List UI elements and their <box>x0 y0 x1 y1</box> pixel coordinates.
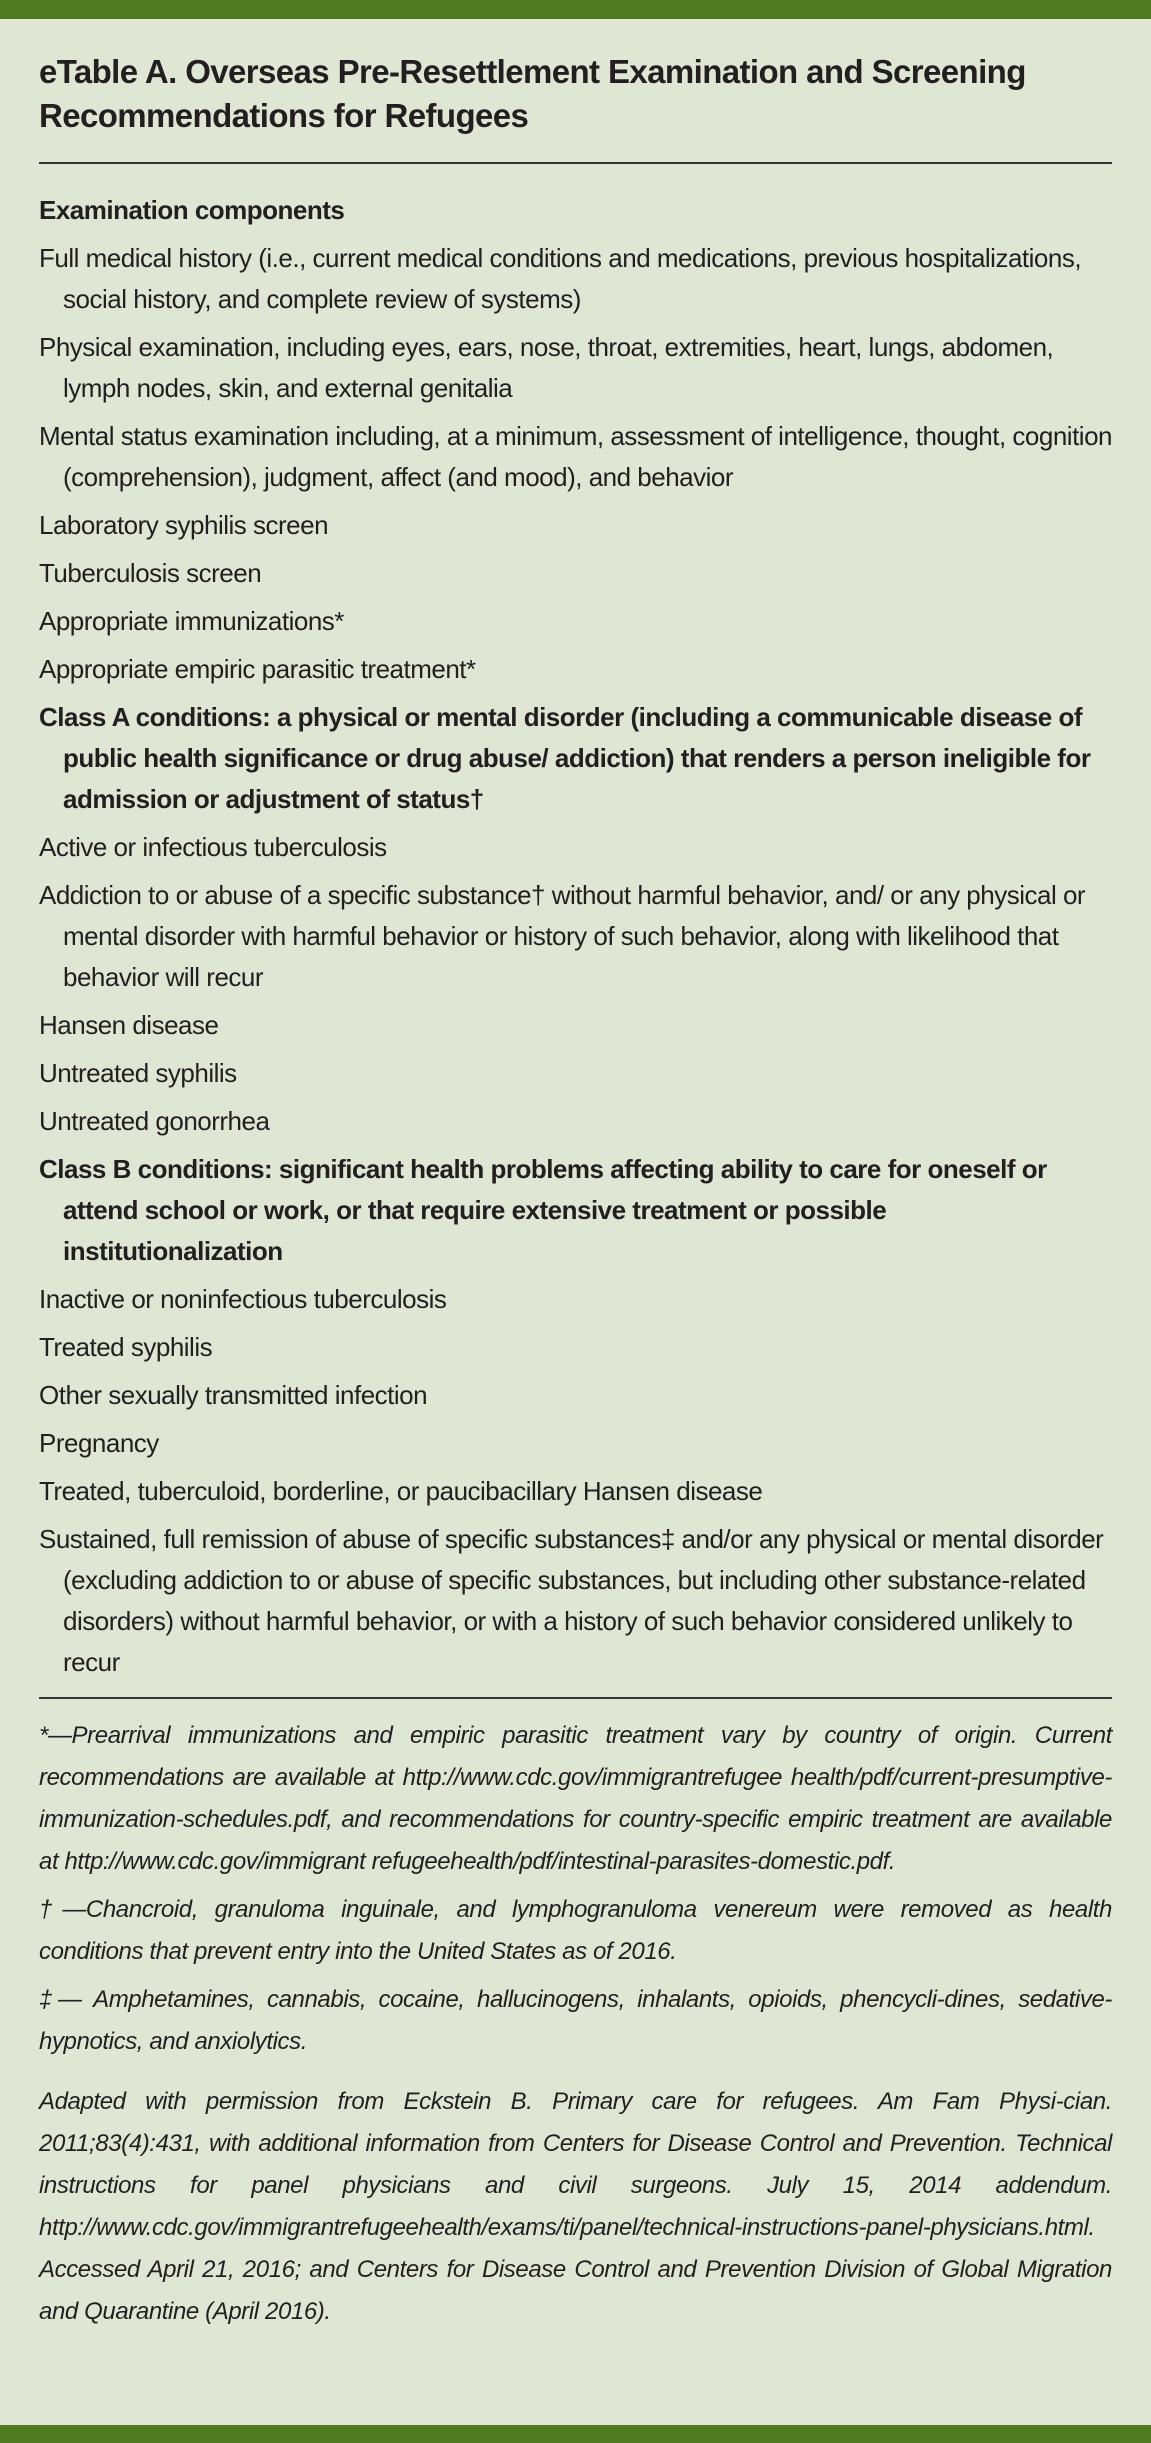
table-row: Other sexually transmitted infection <box>39 1380 428 1410</box>
table-row: Inactive or noninfectious tuberculosis <box>39 1284 447 1314</box>
table-row: Physical examination, including eyes, ears, nose, throat, extremities, heart, lungs, abdomen, lymph nodes, skin, and external genitalia <box>39 332 1054 403</box>
top-accent-bar <box>0 0 1151 19</box>
table-row: Tuberculosis screen <box>39 558 262 588</box>
table-row: Untreated gonorrhea <box>39 1106 270 1136</box>
footnote-asterisk: *—Prearrival immunizations and empiric parasitic treatment vary by country of origin. Current recommendations are available at http://www.cdc.gov/immigrantrefugee health/pdf/current-presumptive-immunization-schedules.pdf, and recommendations for country-specific empiric treatment are available at http://www.cdc.gov/immigrant refugeehealth/pdf/intestinal-parasites-domestic.pdf. <box>39 1722 1112 1875</box>
table-row: Full medical history (i.e., current medical conditions and medications, previous hospitalizations, social history, and complete review of systems) <box>39 243 1082 314</box>
bottom-accent-bar <box>0 2425 1151 2443</box>
footnote-double-dagger: ‡— Amphetamines, cannabis, cocaine, hallucinogens, inhalants, opioids, phencycli-dines, sedative-hypnotics, and anxiolytics. <box>39 1986 1112 2055</box>
table-row: Mental status examination including, at a minimum, assessment of intelligence, thought, cognition (comprehension), judgment, affect (and mood), and behavior <box>39 421 1112 492</box>
table-row: Hansen disease <box>39 1010 219 1040</box>
table-row: Addiction to or abuse of a specific substance† without harmful behavior, and/ or any physical or mental disorder with harmful behavior or history of such behavior, along with likelihood that behavior will recur <box>39 880 1086 992</box>
section-heading: Examination components <box>39 195 345 225</box>
table-title: eTable A. Overseas Pre-Resettlement Examination and Screening Recommendations for Refugees <box>39 53 1026 134</box>
table-row: Sustained, full remission of abuse of specific substances‡ and/or any physical or mental disorder (excluding addiction to or abuse of specific substances, but including other substance-related disorders) without harmful behavior, or with a history of such behavior considered unlikely to recur <box>39 1524 1104 1677</box>
table-row: Untreated syphilis <box>39 1058 237 1088</box>
table-body <box>39 190 1112 1683</box>
divider <box>39 1697 1112 1699</box>
table-row: Active or infectious tuberculosis <box>39 832 387 862</box>
table-row: Pregnancy <box>39 1428 159 1458</box>
table-row: Laboratory syphilis screen <box>39 510 329 540</box>
footnote-dagger: †—Chancroid, granuloma inguinale, and lymphogranuloma venereum were removed as health conditions that prevent entry into the United States as of 2016. <box>39 1896 1112 1965</box>
source-note: Adapted with permission from Eckstein B. Primary care for refugees. Am Fam Physi-cian. 2011;83(4):431, with additional information from Centers for Disease Control and Prevention. Technical instructions for panel physicians and civil surgeons. July 15, 2014 addendum. http://www.cdc.gov/immigrantrefugeehealth/exams/ti/panel/technical-instructions-panel-physicians.html. Accessed April 21, 2016; and Centers for Disease Control and Prevention Division of Global Migration and Quarantine (April 2016). <box>39 2088 1112 2325</box>
footnotes <box>39 1715 1112 2333</box>
divider <box>39 162 1112 164</box>
table-row: Appropriate empiric parasitic treatment* <box>39 654 476 684</box>
table-row: Treated, tuberculoid, borderline, or paucibacillary Hansen disease <box>39 1476 763 1506</box>
table-row: Treated syphilis <box>39 1332 213 1362</box>
table-panel <box>39 50 1112 2339</box>
section-heading: Class B conditions: significant health problems affecting ability to care for oneself or attend school or work, or that require extensive treatment or possible institutionalization <box>39 1154 1047 1266</box>
section-heading: Class A conditions: a physical or mental disorder (including a communicable disease of public health significance or drug abuse/ addiction) that renders a person ineligible for admission or adjustment of status† <box>39 702 1091 814</box>
table-row: Appropriate immunizations* <box>39 606 344 636</box>
